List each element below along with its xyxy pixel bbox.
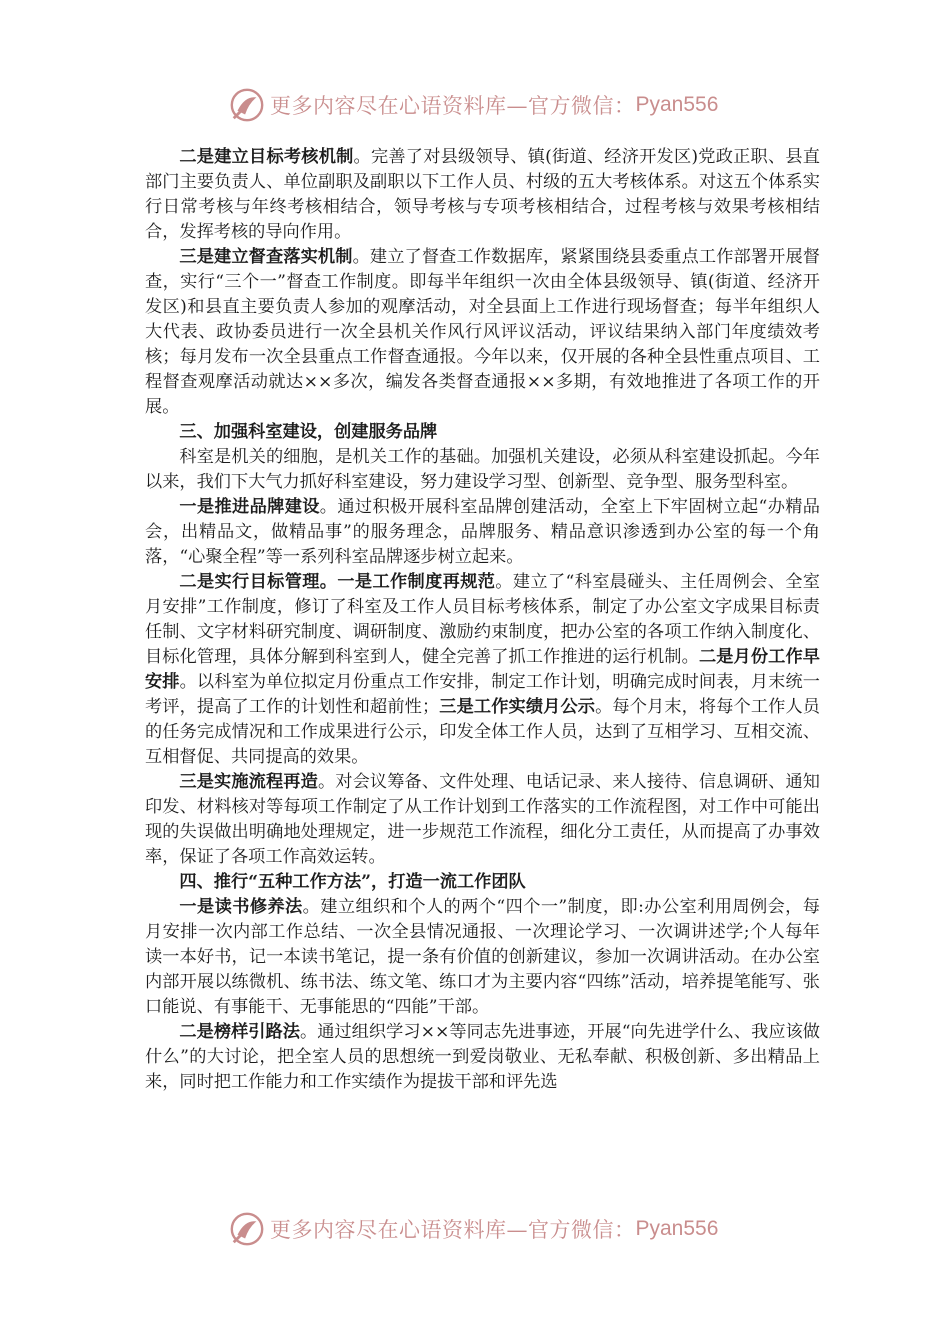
footer-banner [228,1208,718,1250]
header-banner [228,84,718,126]
section-heading: 四、推行“五种工作方法”，打造一流工作团队 [179,872,526,892]
paragraph: 三是实施流程再造。对会议筹备、文件处理、电话记录、来人接待、信息调研、通知印发、材料核对等每项工作制定了从工作计划到工作落实的工作流程图，对工作中可能出现的失误做出明确地处理规定，进一步规范工作流程，细化分工责任，从而提高了办事效率，保证了各项工作高效运转。 [145,772,820,867]
document-body [145,145,820,1095]
section-heading: 三、加强科室建设，创建服务品牌 [179,422,438,442]
banner-wechat-id: Pyan556 [635,1217,719,1240]
paragraph: 一是读书修养法。建立组织和个人的两个“四个一”制度，即:办公室利用周例会，每月安排一次内部工作总结、一次全县情况通报、一次理论学习、一次调讲述学;个人每年读一本好书，记一本读书笔记，提一条有价值的创新建议，参加一次调讲活动。在办公室内部开展以练微机、练书法、练文笔、练口才为主要内容“四练”活动，培养提笔能写、张口能说、有事能干、无事能思的“四能”干部。 [145,897,820,1017]
paragraph: 二是实行目标管理。一是工作制度再规范。建立了“科室晨碰头、主任周例会、全室月安排”工作制度，修订了科室及工作人员目标考核体系，制定了办公室文字成果目标责任制、文字材料研究制度、调研制度、激励约束制度，把办公室的各项工作纳入制度化、目标化管理，具体分解到科室到人，健全完善了抓工作推进的运行机制。二是月份工作早安排。以科室为单位拟定月份重点工作安排，制定工作计划，明确完成时间表，月末统一考评，提高了工作的计划性和超前性；三是工作实绩月公示。每个月末，将每个工作人员的任务完成情况和工作成果进行公示，印发全体工作人员，达到了互相学习、互相交流、互相督促、共同提高的效果。 [145,572,820,767]
logo-icon [228,1210,266,1248]
paragraph: 二是建立目标考核机制。完善了对县级领导、镇(街道、经济开发区)党政正职、县直部门主要负责人、单位副职及副职以下工作人员、村级的五大考核体系。对这五个体系实行日常考核与年终考核相结合，领导考核与专项考核相结合，过程考核与效果考核相结合，发挥考核的导向作用。 [145,147,820,242]
paragraph: 科室是机关的细胞，是机关工作的基础。加强机关建设，必须从科室建设抓起。今年以来，我们下大气力抓好科室建设，努力建设学习型、创新型、竞争型、服务型科室。 [145,447,820,492]
paragraph: 三是建立督查落实机制。建立了督查工作数据库，紧紧围绕县委重点工作部署开展督查，实行“三个一”督查工作制度。即每半年组织一次由全体县级领导、镇(街道、经济开发区)和县直主要负责人参加的观摩活动，对全县面上工作进行现场督查；每半年组织人大代表、政协委员进行一次全县机关作风行风评议活动，评议结果纳入部门年度绩效考核；每月发布一次全县重点工作督查通报。今年以来，仅开展的各种全县性重点项目、工程督查观摩活动就达××多次，编发各类督查通报××多期，有效地推进了各项工作的开展。 [145,247,820,417]
paragraph: 二是榜样引路法。通过组织学习××等同志先进事迹，开展“向先进学什么、我应该做什么”的大讨论，把全室人员的思想统一到爱岗敬业、无私奉献、积极创新、多出精品上来，同时把工作能力和工作实绩作为提拔干部和评先选 [145,1022,820,1092]
logo-icon [228,86,266,124]
banner-wechat-id: Pyan556 [635,93,719,116]
banner-text: 更多内容尽在心语资料库—官方微信： [270,1218,636,1242]
banner-text: 更多内容尽在心语资料库—官方微信： [270,94,636,118]
paragraph: 一是推进品牌建设。通过积极开展科室品牌创建活动，全室上下牢固树立起“办精品会，出精品文，做精品事”的服务理念，品牌服务、精品意识渗透到办公室的每一个角落，“心聚全程”等一系列科室品牌逐步树立起来。 [145,497,820,567]
